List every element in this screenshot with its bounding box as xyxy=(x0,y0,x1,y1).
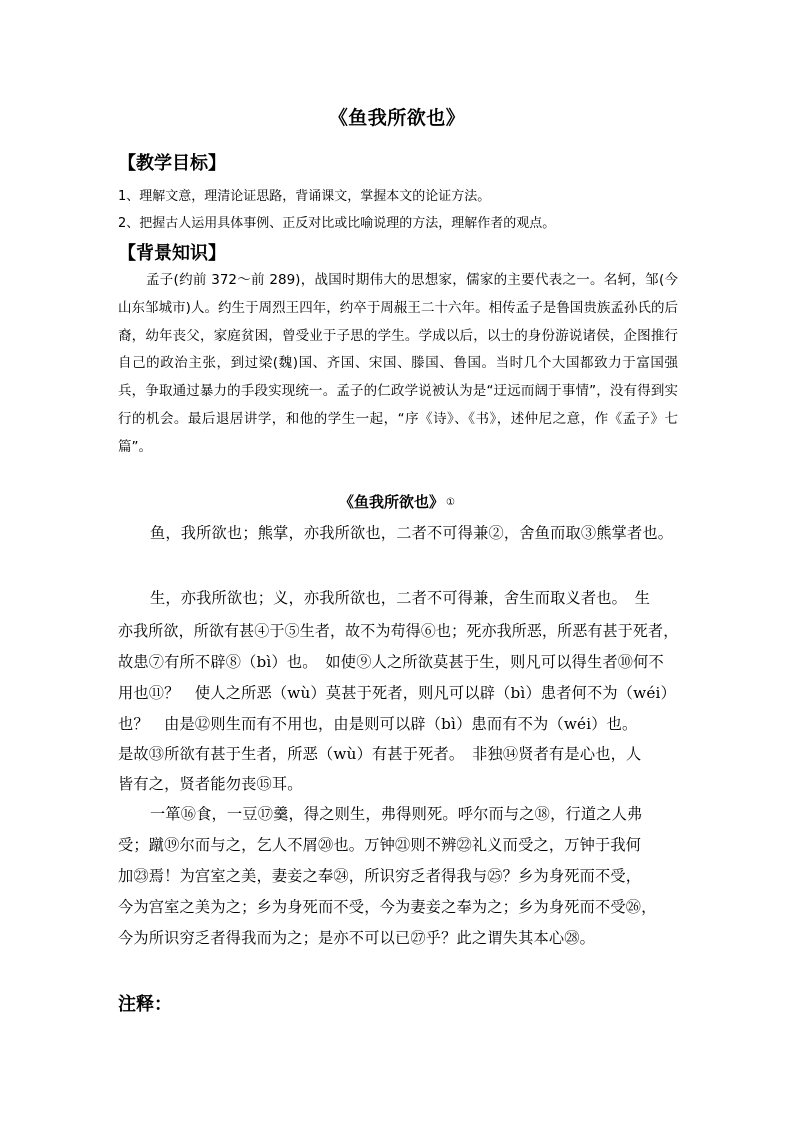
passage-line: 今为宫室之美为之；乡为身死而不受，今为妻妾之奉为之；乡为身死而不受㉖， xyxy=(118,898,657,916)
passage-title xyxy=(0,491,794,512)
goal-item-1: 1、理解文意，理清论证思路，背诵课文，掌握本文的论证方法。 xyxy=(118,189,491,204)
passage-title-footnote-mark: ① xyxy=(446,497,455,508)
background-paragraph: 孟子(约前 372～前 289)，战国时期伟大的思想家，儒家的主要代表之一。名轲，邹(今山东邹城市)人。约生于周烈王四年，约卒于周赧王二十六年。相传孟子是鲁国贵族孟孙氏的后裔，幼年丧父，家庭贫困，曾受业于子思的学生。学成以后，以士的身份游说诸侯，企图推行自己的政治主张，到过梁(魏)国、齐国、宋国、滕国、鲁国。当时几个大国都致力于富国强兵，争取通过暴力的手段实现统一。孟子的仁政学说被认为是“迂远而阔于事情”，没有得到实行的机会。最后退居讲学，和他的学生一起，“序《诗》、《书》，述仲尼之意，作《孟子》七篇”。 xyxy=(118,272,678,455)
notes-heading: 注释： xyxy=(118,994,172,1015)
goal-item-2: 2、把握古人运用具体事例、正反对比或比喻说理的方法，理解作者的观点。 xyxy=(118,216,556,231)
page-title: 《鱼我所欲也》 xyxy=(328,107,466,129)
passage-line: 今为所识穷乏者得我而为之；是亦不可以已㉗乎？此之谓失其本心㉘。 xyxy=(118,929,596,947)
passage-line: 是故⑬所欲有甚于生者，所恶（wù）有甚于死者。 非独⑭贤者有是心也，人 xyxy=(118,745,642,763)
passage-line: 加㉓焉！为宫室之美，妻妾之奉㉔，所识穷乏者得我与㉕？乡为身死而不受， xyxy=(118,867,642,885)
passage-line: 皆有之，贤者能勿丧⑮耳。 xyxy=(118,775,303,793)
passage-line: 也？ 由是⑫则生而有不用也，由是则可以辟（bì）患而有不为（wéi）也。 xyxy=(118,715,638,733)
passage-line: 故患⑦有所不辟⑧（bì）也。 如使⑨人之所欲莫甚于生，则凡可以得生者⑩何不 xyxy=(118,653,664,671)
passage-title-text: 《鱼我所欲也》 xyxy=(339,493,445,511)
passage-line: 用也⑪？ 使人之所恶（wù）莫甚于死者，则凡可以辟（bì）患者何不为（wéi） xyxy=(118,684,677,702)
passage-line: 一箪⑯食，一豆⑰羹，得之则生，弗得则死。呼尔而与之⑱，行道之人弗 xyxy=(150,805,643,823)
passage-line: 亦我所欲，所欲有甚④于⑤生者，故不为苟得⑥也；死亦我所恶，所恶有甚于死者， xyxy=(118,622,679,640)
goals-heading: 【教学目标】 xyxy=(118,153,226,174)
passage-line: 生，亦我所欲也；义，亦我所欲也，二者不可得兼，舍生而取义者也。 生 xyxy=(150,589,651,607)
passage-line: 鱼，我所欲也；熊掌，亦我所欲也，二者不可得兼②，舍鱼而取③熊掌者也。 xyxy=(150,524,674,542)
passage-line: 受；蹴⑲尔而与之，乞人不屑⑳也。万钟㉑则不辨㉒礼义而受之，万钟于我何 xyxy=(118,836,642,854)
background-heading: 【背景知识】 xyxy=(118,243,226,264)
